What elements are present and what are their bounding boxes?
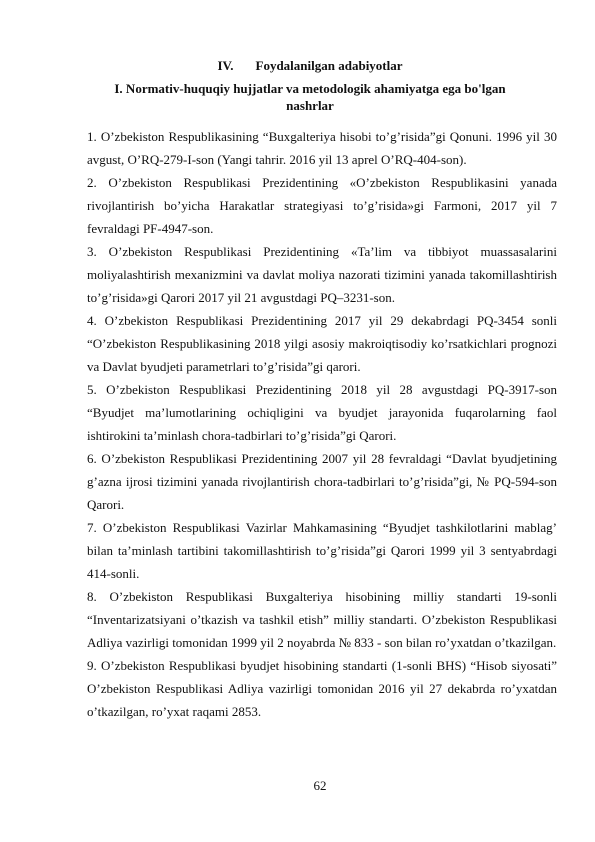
section-heading bbox=[90, 57, 530, 74]
section-number: IV. bbox=[217, 58, 234, 73]
section-title: Foydalanilgan adabiyotlar bbox=[255, 58, 403, 73]
subsection-heading: I. Normativ-huquqiy hujjatlar va metodologik ahamiyatga ega bo'lgan nashrlar bbox=[114, 81, 506, 113]
reference-list bbox=[87, 125, 557, 723]
reference-item: 8. O’zbekiston Respublikasi Buxgalteriya hisobining milliy standarti 19-sonli “Inventarizatsiyani o’tkazish va tashkil etish” milliy standarti. O’zbekiston Respublikasi Adliya vazirligi tomonidan 1999 yil 2 noyabrda № 833 - son bilan ro’yxatdan o’tkazilgan. bbox=[87, 589, 557, 650]
reference-item: 9. O’zbekiston Respublikasi byudjet hisobining standarti (1-sonli BHS) “Hisob siyosati” O’zbekiston Respublikasi Adliya vazirligi tomonidan 2016 yil 27 dekabrda ro’yxatdan o’tkazilgan, ro’yxat raqami 2853. bbox=[87, 658, 557, 719]
page-number: 62 bbox=[313, 778, 327, 793]
reference-item: 2. O’zbekiston Respublikasi Prezidentining «O’zbekiston Respublikasini yanada rivojlantirish bo’yicha Harakatlar strategiyasi to’g’risida»gi Farmoni, 2017 yil 7 fevraldagi PF-4947-son. bbox=[87, 175, 557, 236]
reference-item: 5. O’zbekiston Respublikasi Prezidentining 2018 yil 28 avgustdagi PQ-3917-son “Byudjet ma’lumotlarining ochiqligini va byudjet jarayonida fuqarolarning faol ishtirokini ta’minlash chora-tadbirlari to’g’risida”gi Qarori. bbox=[87, 382, 557, 443]
reference-item: 3. O’zbekiston Respublikasi Prezidentining «Ta’lim va tibbiyot muassasalarini moliyalashtirish mexanizmini va davlat moliya nazorati tizimini yanada takomillashtirish to’g’risida»gi Qarori 2017 yil 21 avgustdagi PQ–3231-son. bbox=[87, 244, 557, 305]
reference-item: 1. O’zbekiston Respublikasining “Buxgalteriya hisobi to’g’risida”gi Qonuni. 1996 yil 30 avgust, O’RQ-279-I-son (Yangi tahrir. 2016 yil 13 aprel O’RQ-404-son). bbox=[87, 129, 557, 167]
reference-item: 6. O’zbekiston Respublikasi Prezidentining 2007 yil 28 fevraldagi “Davlat byudjetining g’azna ijrosi tizimini yanada rivojlantirish chora-tadbirlari to’g’risida”gi, № PQ-594-son Qarori. bbox=[87, 451, 557, 512]
reference-item: 7. O’zbekiston Respublikasi Vazirlar Mahkamasining “Byudjet tashkilotlarini mablag’ bilan ta’minlash tartibini takomillashtirish to’g’risida”gi Qarori 1999 yil 3 sentyabrdagi 414-sonli. bbox=[87, 520, 557, 581]
reference-item: 4. O’zbekiston Respublikasi Prezidentining 2017 yil 29 dekabrdagi PQ-3454 sonli “O’zbekiston Respublikasining 2018 yilgi asosiy makroiqtisodiy ko’rsatkichlari prognozi va Davlat byudjeti parametrlari to’g’risida”gi qarori. bbox=[87, 313, 557, 374]
